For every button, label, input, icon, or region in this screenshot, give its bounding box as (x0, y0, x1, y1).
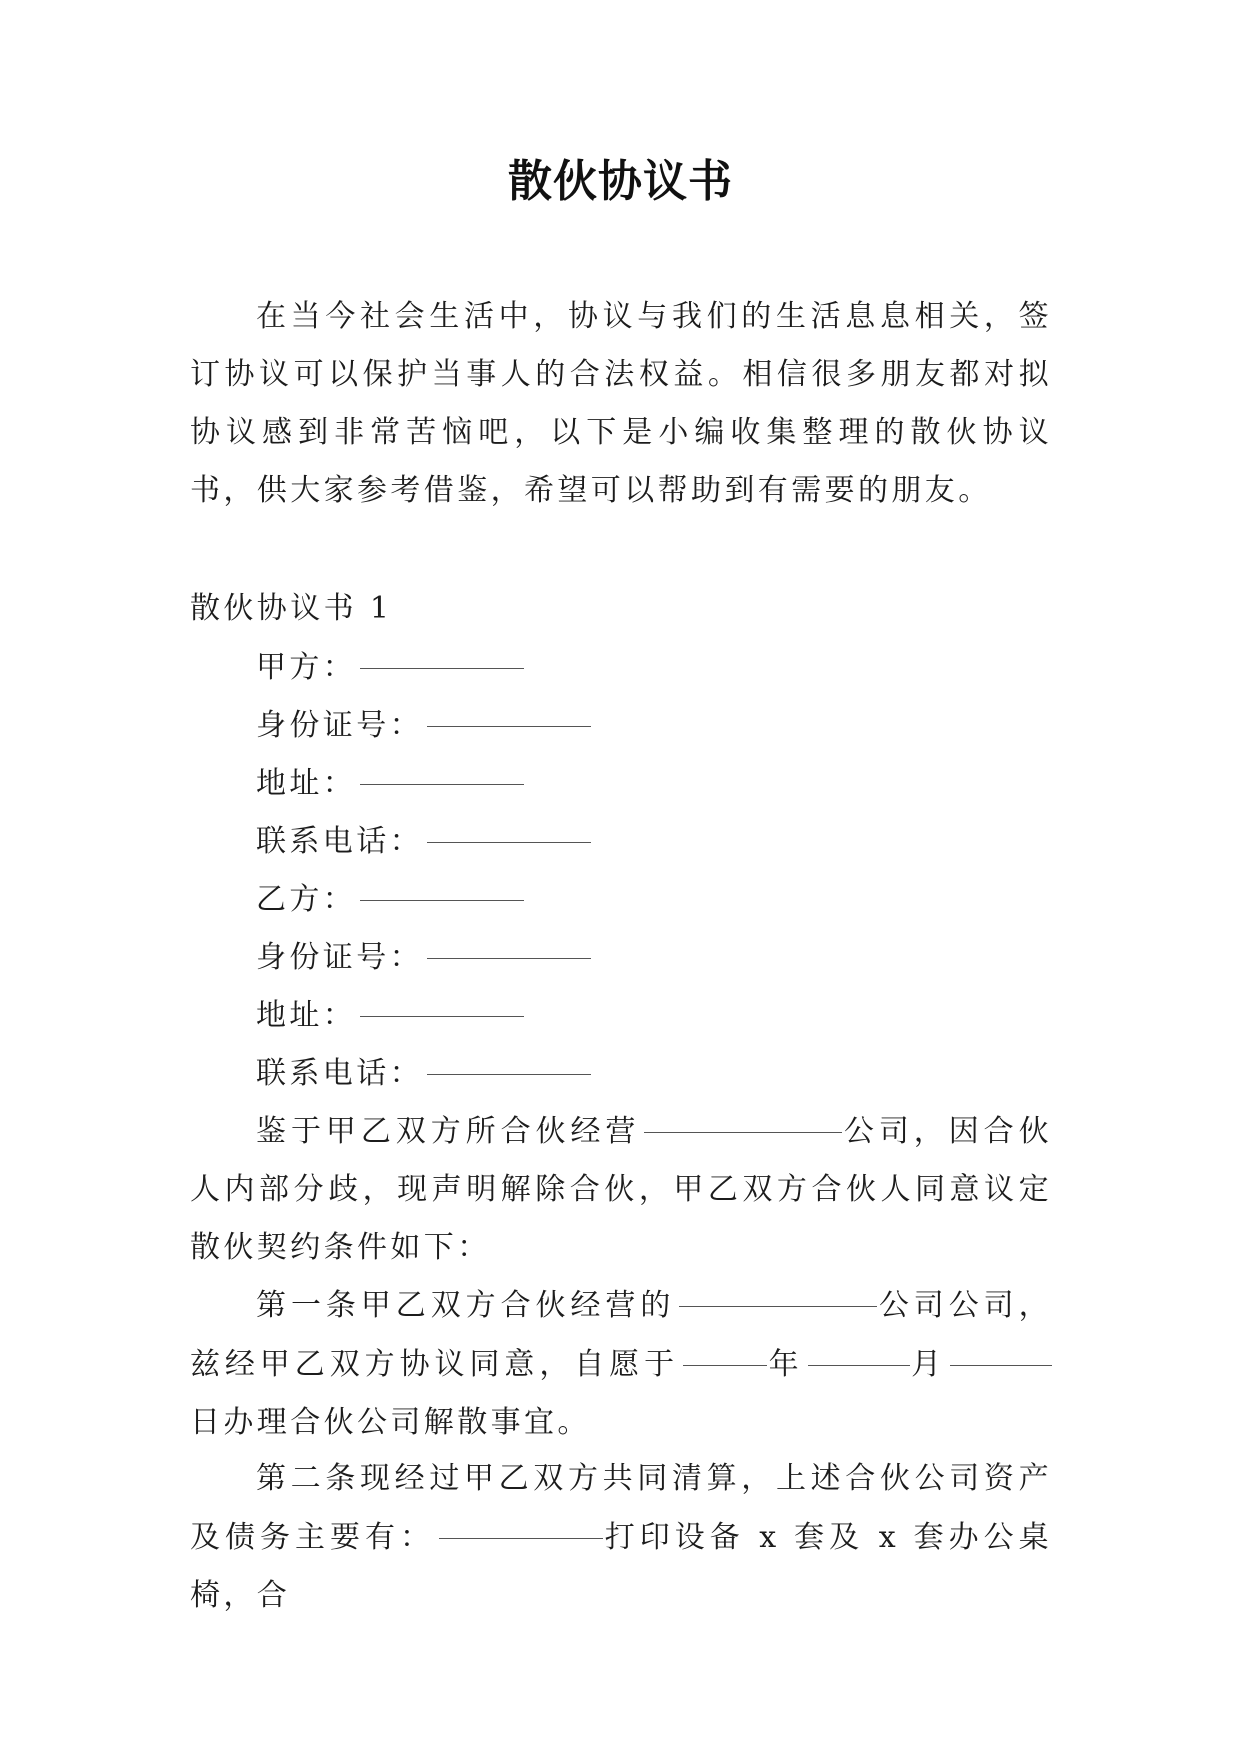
clause-one-text: 日办理合伙公司解散事宜。 (190, 1405, 591, 1440)
field-label: 乙方： (256, 882, 357, 917)
preamble-text-after: 公司，因合伙人内部分歧，现声明解除合伙，甲乙双方合伙人同意议定散伙契约条件如下： (190, 1114, 1053, 1265)
clause-one-month-label: 月 (909, 1347, 946, 1382)
blank-line (679, 1276, 877, 1307)
blank-line (644, 1102, 842, 1133)
blank-line (439, 1508, 603, 1539)
field-party-a-address (256, 754, 1052, 812)
blank-line (360, 638, 524, 669)
clause-one-year-label: 年 (767, 1347, 804, 1382)
document-title: 散伙协议书 (508, 156, 733, 207)
blank-line (427, 812, 591, 843)
blank-line (427, 696, 591, 727)
clause-one-text: 公司公司，兹经甲乙双方协议同意，自愿于 (190, 1288, 1052, 1382)
field-label: 地址： (256, 766, 357, 801)
field-party-a-id (256, 696, 1052, 754)
field-party-a-phone (256, 812, 1052, 870)
preamble-paragraph (190, 1102, 1052, 1277)
blank-line (360, 870, 524, 901)
intro-paragraph: 在当今社会生活中，协议与我们的生活息息相关，签订协议可以保护当事人的合法权益。相信很多朋友都对拟协议感到非常苦恼吧，以下是小编收集整理的散伙协议书，供大家参考借鉴，希望可以帮助到有需要的朋友。 (190, 299, 1052, 508)
field-label: 联系电话： (256, 1056, 423, 1091)
field-label: 身份证号： (256, 940, 423, 975)
clause-two-text: 打印设备 x 套及 x 套办公桌椅，合 (190, 1520, 1052, 1613)
clause-one-text: 第一条甲乙双方合伙经营的 (256, 1288, 676, 1323)
clause-two-paragraph (190, 1450, 1052, 1625)
field-label: 甲方： (256, 650, 357, 685)
party-info-fields (256, 638, 1052, 1102)
field-party-b-address (256, 986, 1052, 1044)
field-party-b-phone (256, 1044, 1052, 1102)
blank-line (808, 1335, 910, 1366)
field-label: 联系电话： (256, 824, 423, 859)
blank-line (360, 986, 524, 1017)
section-heading: 散伙协议书 1 (190, 591, 393, 626)
field-label: 身份证号： (256, 708, 423, 743)
blank-line (427, 928, 591, 959)
blank-line (360, 754, 524, 785)
preamble-text-before: 鉴于甲乙双方所合伙经营 (256, 1114, 641, 1149)
clause-one-paragraph (190, 1276, 1052, 1452)
field-party-a (256, 638, 1052, 696)
blank-line (950, 1335, 1052, 1366)
blank-line (683, 1335, 767, 1366)
field-party-b-id (256, 928, 1052, 986)
blank-line (427, 1044, 591, 1075)
field-party-b (256, 870, 1052, 928)
clause-two-text: 第二条现经过甲乙双方共同清算，上述合伙公司资产及债务主要有： (190, 1461, 1052, 1555)
field-label: 地址： (256, 998, 357, 1033)
